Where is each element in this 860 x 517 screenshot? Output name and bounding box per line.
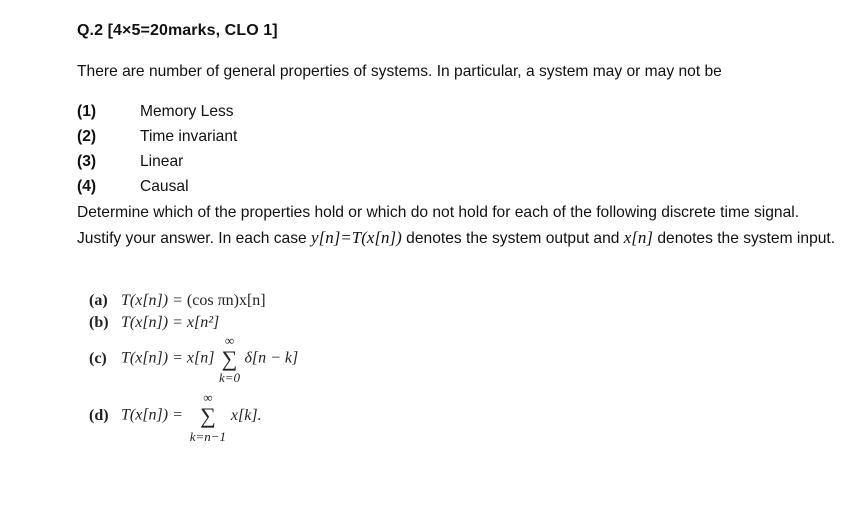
summation-icon: ∑	[221, 346, 238, 371]
equation-rhs: x[n²]	[186, 314, 220, 331]
property-list	[77, 99, 237, 199]
system-output-expression: y[n]=T(x[n])	[311, 227, 402, 247]
equation-lhs: T(x[n]) =	[121, 349, 183, 367]
equation-rhs: x[k].	[230, 406, 262, 424]
property-label: Linear	[140, 152, 184, 170]
property-number: (1)	[77, 102, 97, 120]
equation-label: (d)	[89, 406, 109, 424]
equation-term: x[n]	[186, 349, 215, 367]
equation-b	[89, 314, 219, 332]
equation-lhs: T(x[n]) =	[121, 314, 183, 331]
property-item	[77, 99, 237, 124]
summation	[189, 390, 227, 444]
system-input-expression: x[n]	[623, 227, 654, 247]
summation-upper-limit: ∞	[224, 333, 235, 348]
instruction-text: denotes the system input.	[653, 229, 836, 247]
property-label: Memory Less	[140, 102, 234, 120]
summation	[218, 333, 240, 385]
property-number: (2)	[77, 127, 97, 145]
equation-lhs: T(x[n]) =	[121, 292, 183, 309]
summation-lower-limit: k=0	[218, 370, 240, 385]
summation-icon: ∑	[200, 403, 216, 428]
instruction-text: denotes the system output and	[401, 229, 624, 247]
summation-upper-limit: ∞	[203, 390, 213, 405]
property-number: (3)	[77, 152, 97, 170]
summation-lower-limit: k=n−1	[189, 429, 227, 444]
equation-d	[89, 390, 262, 444]
property-item	[77, 174, 237, 199]
equation-label: (a)	[89, 292, 108, 309]
question-intro: There are number of general properties of systems. In particular, a system may or may not be	[77, 63, 722, 80]
property-item	[77, 149, 237, 174]
question-title: Q.2 [4×5=20marks, CLO 1]	[77, 22, 278, 39]
instruction-text: Determine which of the properties hold or which do not hold for each of the following discrete time signal. Justify your answer. In each case	[77, 204, 800, 247]
property-number: (4)	[77, 177, 97, 195]
equation-rhs: (cos πn)x[n]	[186, 292, 266, 309]
property-item	[77, 124, 237, 149]
property-label: Time invariant	[140, 127, 238, 145]
equation-a	[89, 292, 266, 310]
property-label: Causal	[140, 177, 189, 195]
equation-c	[89, 333, 299, 385]
equation-rhs: δ[n − k]	[244, 349, 299, 367]
equation-label: (b)	[89, 314, 109, 331]
equation-label: (c)	[89, 349, 107, 367]
instruction-paragraph	[77, 201, 847, 251]
equation-lhs: T(x[n]) =	[121, 406, 183, 424]
